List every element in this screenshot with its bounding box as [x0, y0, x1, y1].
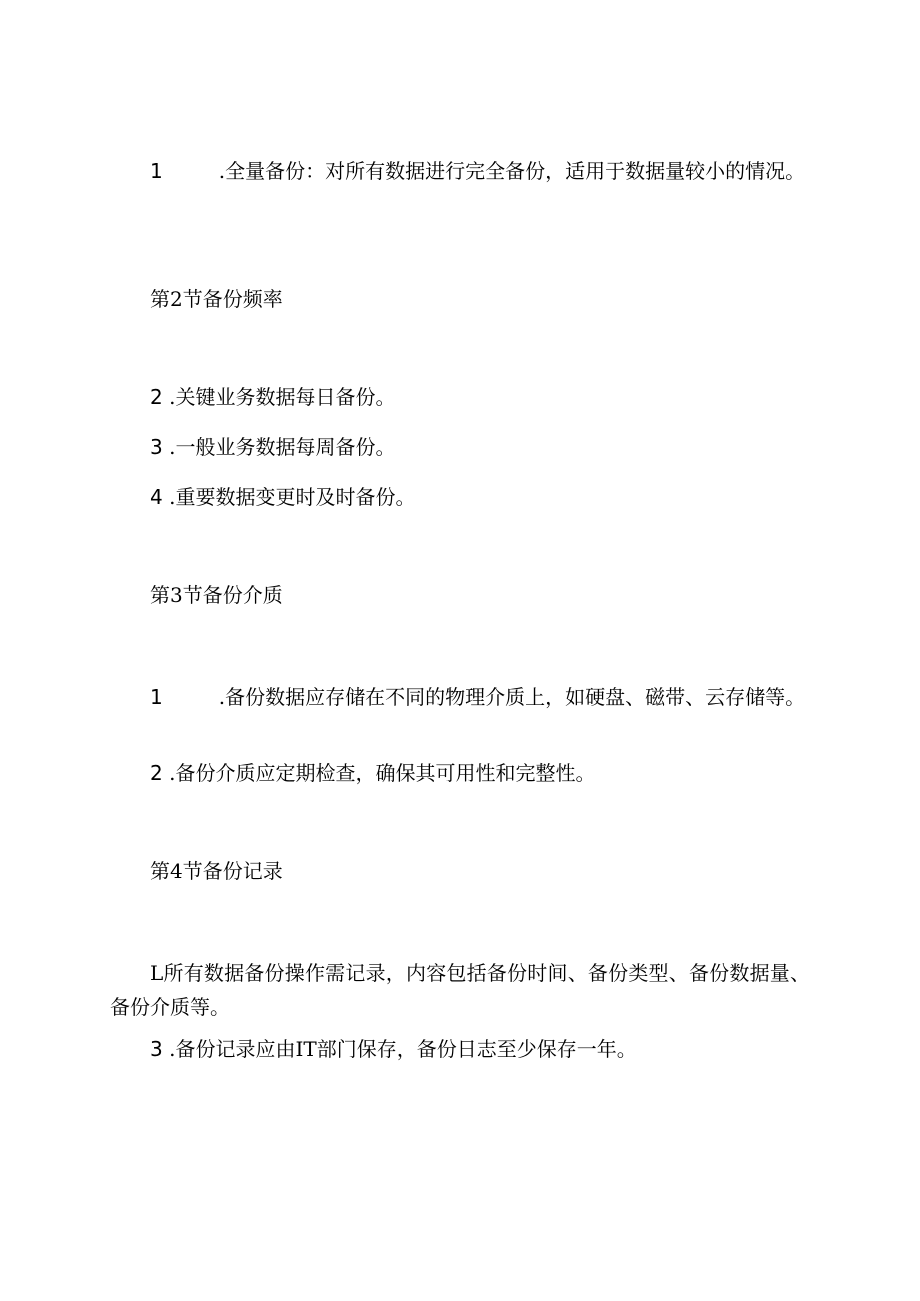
item-number: 4 — [150, 485, 163, 509]
section-heading-4: 第4节备份记录 — [150, 859, 283, 883]
paragraph-change-backup — [150, 480, 810, 514]
paragraph-backup-record — [110, 956, 810, 1024]
paragraph-media-storage — [110, 680, 810, 714]
paragraph-log-retention — [150, 1032, 810, 1066]
item-number: 2 — [150, 385, 163, 409]
item-text: .关键业务数据每日备份。 — [169, 385, 396, 409]
section-heading-2: 第2节备份频率 — [150, 287, 283, 311]
paragraph-media-check — [150, 756, 810, 790]
paragraph-weekly-backup — [150, 430, 810, 464]
item-number: 2 — [150, 761, 163, 785]
item-number: 1 — [150, 685, 163, 709]
item-text: L所有数据备份操作需记录，内容包括备份时间、备份类型、备份数据量、备份介质等。 — [110, 961, 810, 1019]
item-number: 1 — [150, 159, 163, 183]
section-heading-3: 第3节备份介质 — [150, 583, 283, 607]
item-number: 3 — [150, 1037, 163, 1061]
item-text: .备份数据应存储在不同的物理介质上，如硬盘、磁带、云存储等。 — [218, 685, 806, 709]
item-text: .一般业务数据每周备份。 — [169, 435, 396, 459]
item-text: .重要数据变更时及时备份。 — [169, 485, 416, 509]
item-text: .备份介质应定期检查，确保其可用性和完整性。 — [169, 761, 596, 785]
paragraph-full-backup — [110, 154, 810, 188]
item-number: 3 — [150, 435, 163, 459]
paragraph-daily-backup — [150, 380, 810, 414]
item-text: .备份记录应由IT部门保存，备份日志至少保存一年。 — [169, 1037, 637, 1061]
item-text: .全量备份：对所有数据进行完全备份，适用于数据量较小的情况。 — [218, 159, 806, 183]
